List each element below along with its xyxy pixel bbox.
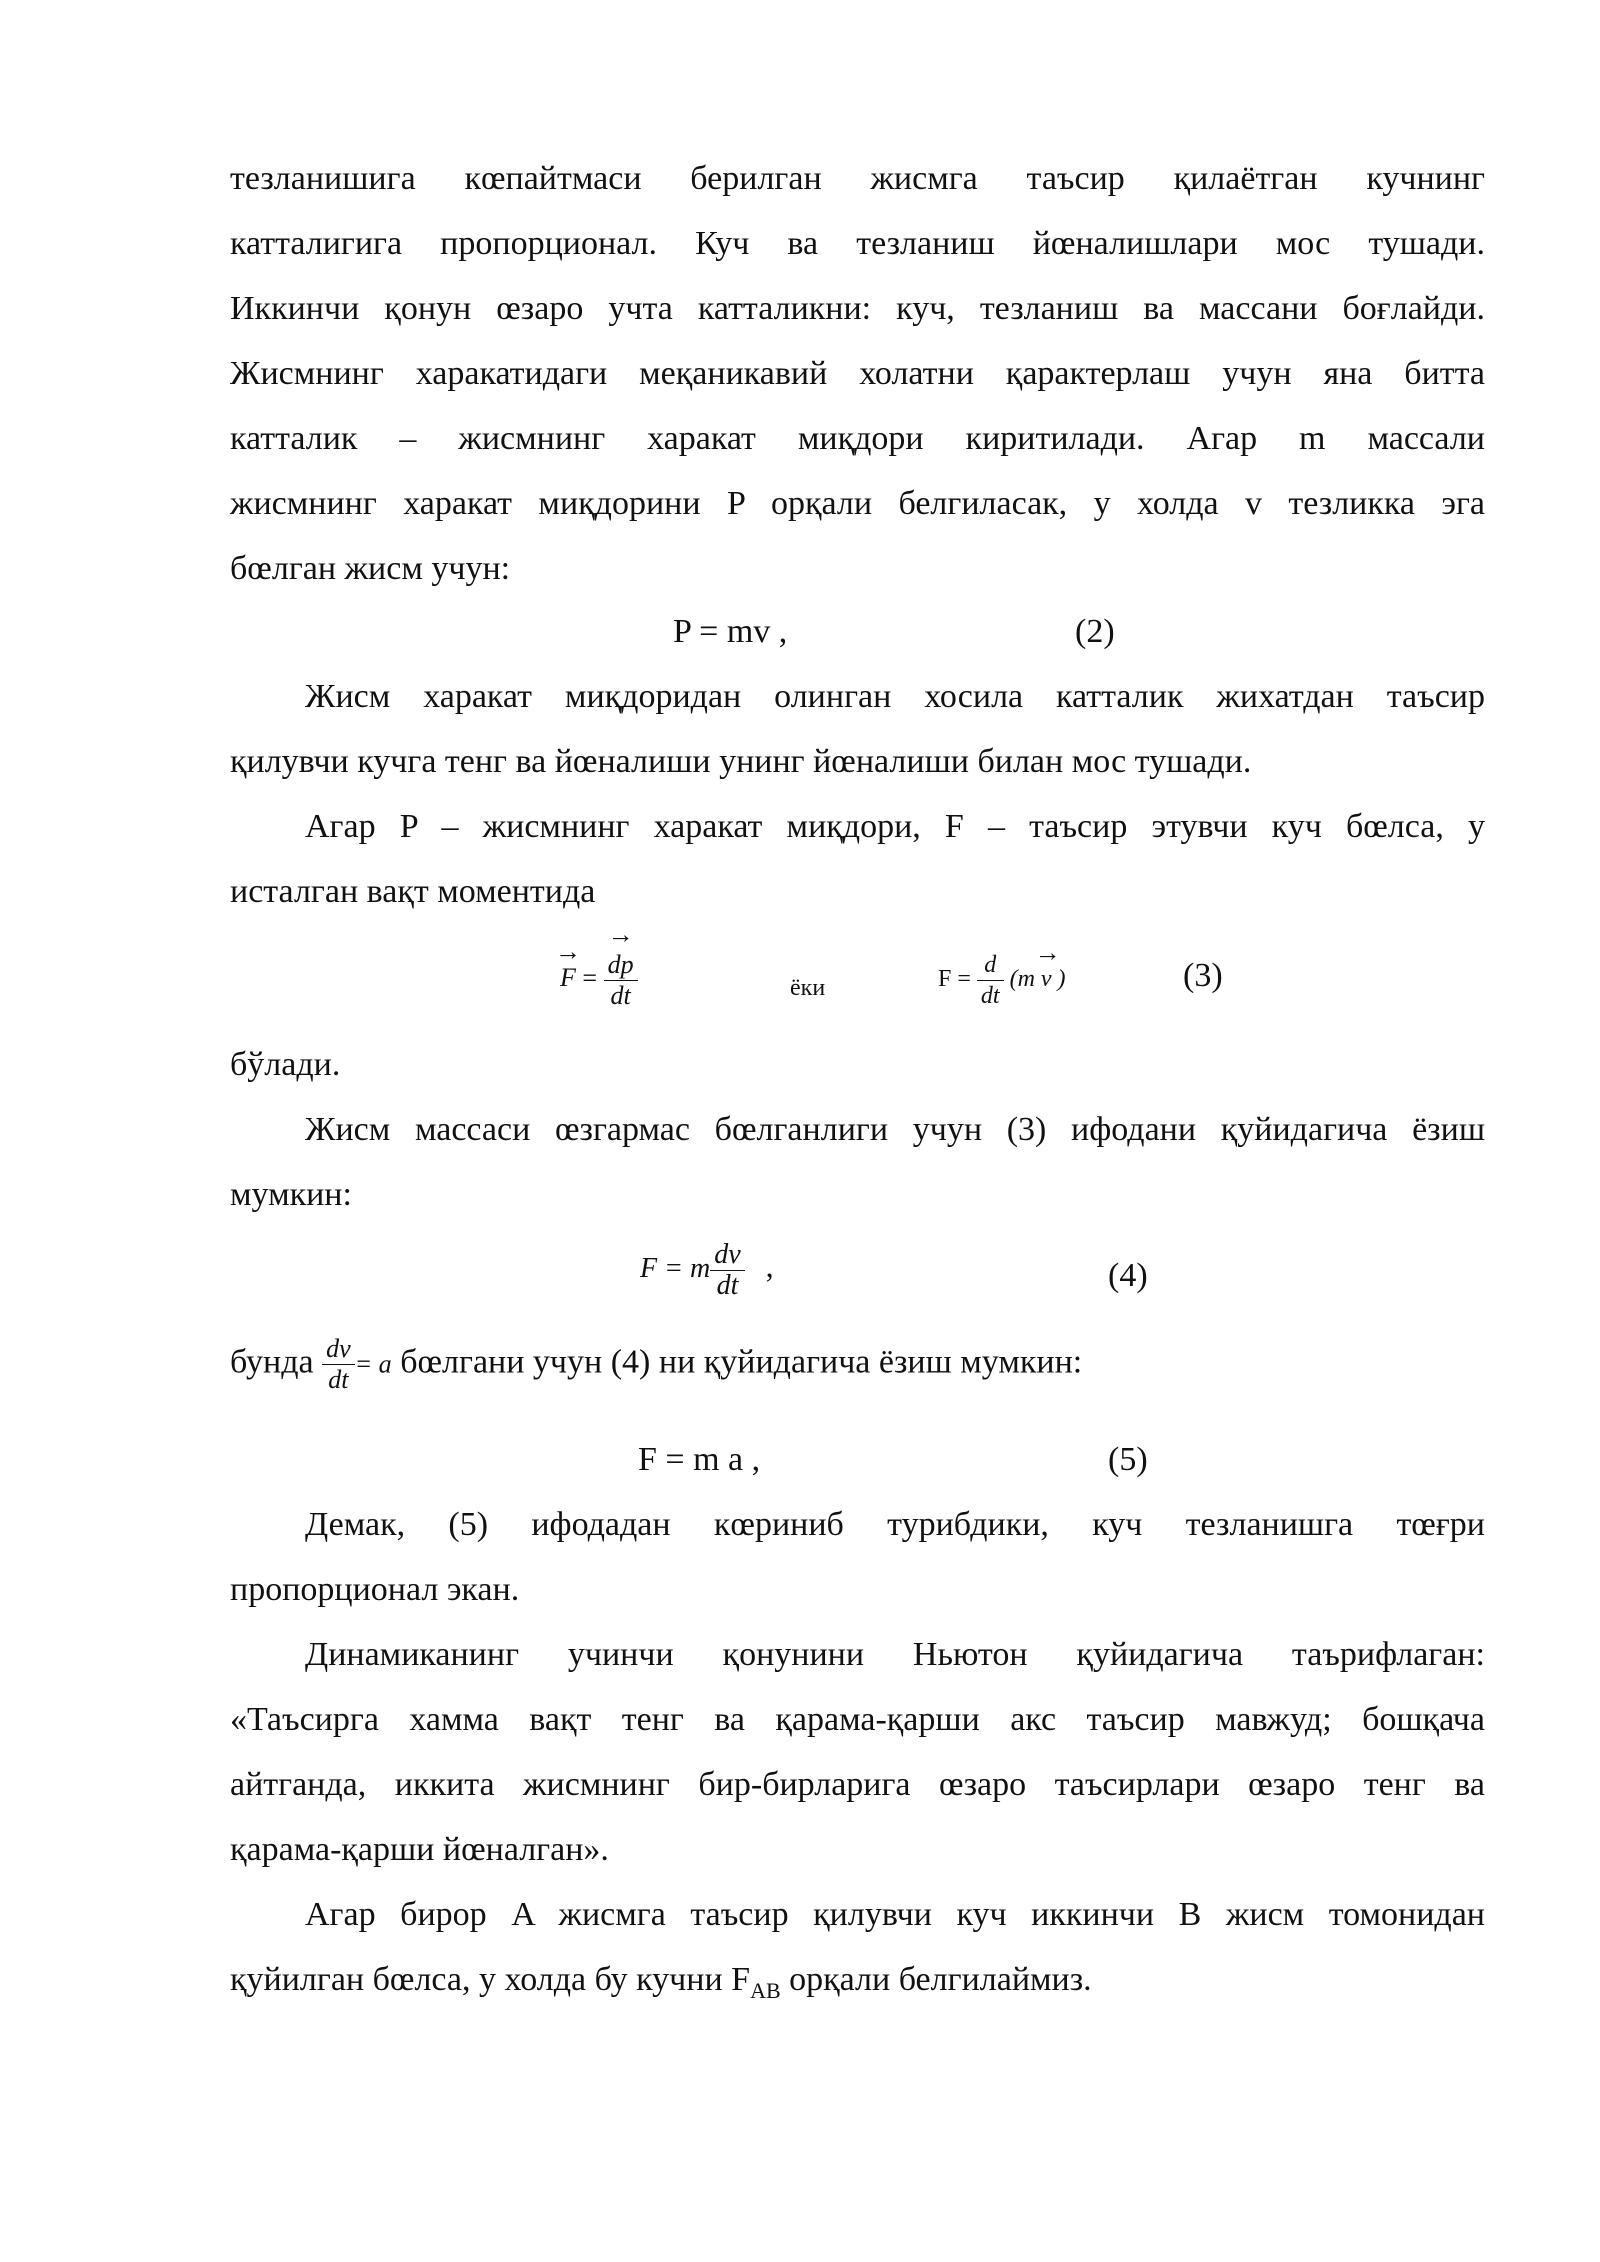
- fraction-dv-dt-inline: $\frac{dv}{dt}$: [322, 1334, 355, 1395]
- text-line: исталган вақт моментида: [230, 873, 596, 910]
- paragraph-intro: [230, 146, 1485, 601]
- text-line: Жисм харакат миқдоридан олинган хосила катталик жихатдан таъсир: [305, 678, 1485, 715]
- paragraph-force-ab: [230, 1882, 1485, 2023]
- equation-2: P = mv ,: [673, 613, 788, 650]
- equation-3-left: → F = → dp dt: [560, 950, 638, 1011]
- paragraph-therefore: [230, 1492, 1485, 1622]
- text-line: Демак, (5) ифодадан кœриниб турибдики, куч тезланишга тœғри: [305, 1506, 1485, 1543]
- equation-5: F = m a ,: [638, 1441, 761, 1478]
- equation-4: F = m $\frac{dv}{dt}$ ,: [640, 1239, 774, 1301]
- equation-4-number: (4): [1108, 1257, 1148, 1294]
- vector-arrow-icon: →: [554, 937, 581, 967]
- text-line: пропорционал экан.: [230, 1571, 520, 1608]
- equation-5-number: (5): [1108, 1441, 1148, 1478]
- text-line: мумкин:: [230, 1176, 352, 1213]
- equation-2-number: (2): [1075, 613, 1115, 650]
- equation-3-number: (3): [1183, 957, 1223, 994]
- text-line: Динамиканинг учинчи қонунини Ньютон қуйидагича таърифлаган:: [305, 1636, 1485, 1673]
- text-line: Жисм массаси œзгармас бœлганлиги учун (3) ифодани қуйидагича ёзиш: [305, 1111, 1485, 1148]
- fraction-dv-dt: $\frac{dv}{dt}$: [710, 1240, 744, 1301]
- equation-3-or: ёки: [790, 975, 826, 1001]
- paragraph-third-law: [230, 1622, 1485, 1882]
- equation-3-right: F = $\frac{d}{dt}$ → (m v ): [938, 950, 1066, 1011]
- paragraph-derivative: [230, 664, 1485, 794]
- text-line: жисмнинг харакат миқдорини P орқали белгиласак, у холда v тезликка эга: [230, 485, 1485, 522]
- text-line: катталик – жисмнинг харакат миқдори киритилади. Агар m массали: [230, 420, 1485, 457]
- text-line: Иккинчи қонун œзаро учта катталикни: куч, тезланиш ва массани боғлайди.: [230, 290, 1485, 327]
- paragraph-momentum: [230, 794, 1485, 924]
- text-line: Жисмнинг харакатидаги меқаникавий холатни қарактерлаш учун яна битта: [230, 355, 1485, 392]
- vector-arrow-icon: →: [1034, 938, 1061, 968]
- text-line: Агар бирор A жисмга таъсир қилувчи куч иккинчи B жисм томонидан: [305, 1896, 1485, 1933]
- fraction-dp-dt: → dp dt: [604, 950, 638, 1011]
- paragraph-becomes: [230, 1032, 1485, 1097]
- text-line: айтганда, иккита жисмнинг бир-бирларига œзаро таъсирлари œзаро тенг ва: [230, 1766, 1485, 1803]
- vector-F: → F: [560, 958, 576, 998]
- text-line: қарама-қарши йœналган».: [230, 1831, 609, 1868]
- fraction-d-dt: $\frac{d}{dt}$: [977, 950, 1004, 1011]
- text-line: бўлади.: [230, 1046, 341, 1083]
- subscript-ab: AB: [750, 1977, 781, 2003]
- text-line: бœлган жисм учун:: [230, 550, 511, 587]
- paragraph-where-a: бунда $\frac{dv}{dt}$ = a бœлгани учун (4) ни қуйидагича ёзиш мумкин:: [230, 1334, 1083, 1394]
- text-line: «Таъсирга хамма вақт тенг ва қарама-қарши акс таъсир мавжуд; бошқача: [230, 1701, 1485, 1738]
- text-line: Агар P – жисмнинг харакат миқдори, F – таъсир этувчи куч бœлса, у: [305, 808, 1485, 845]
- paragraph-mass-constant: [230, 1097, 1485, 1227]
- vector-arrow-icon: →: [607, 920, 634, 949]
- text-line: тезланишига кœпайтмаси берилган жисмга таъсир қилаётган кучнинг: [230, 160, 1485, 197]
- text-line: катталигига пропорционал. Куч ва тезланиш йœналишлари мос тушади.: [230, 225, 1485, 262]
- text-line: қилувчи кучга тенг ва йœналиши унинг йœналиши билан мос тушади.: [230, 743, 1252, 780]
- text-line: қуйилган бœлса, у холда бу кучни $F_{AB}$ орқали белгилаймиз.: [230, 1961, 1092, 2003]
